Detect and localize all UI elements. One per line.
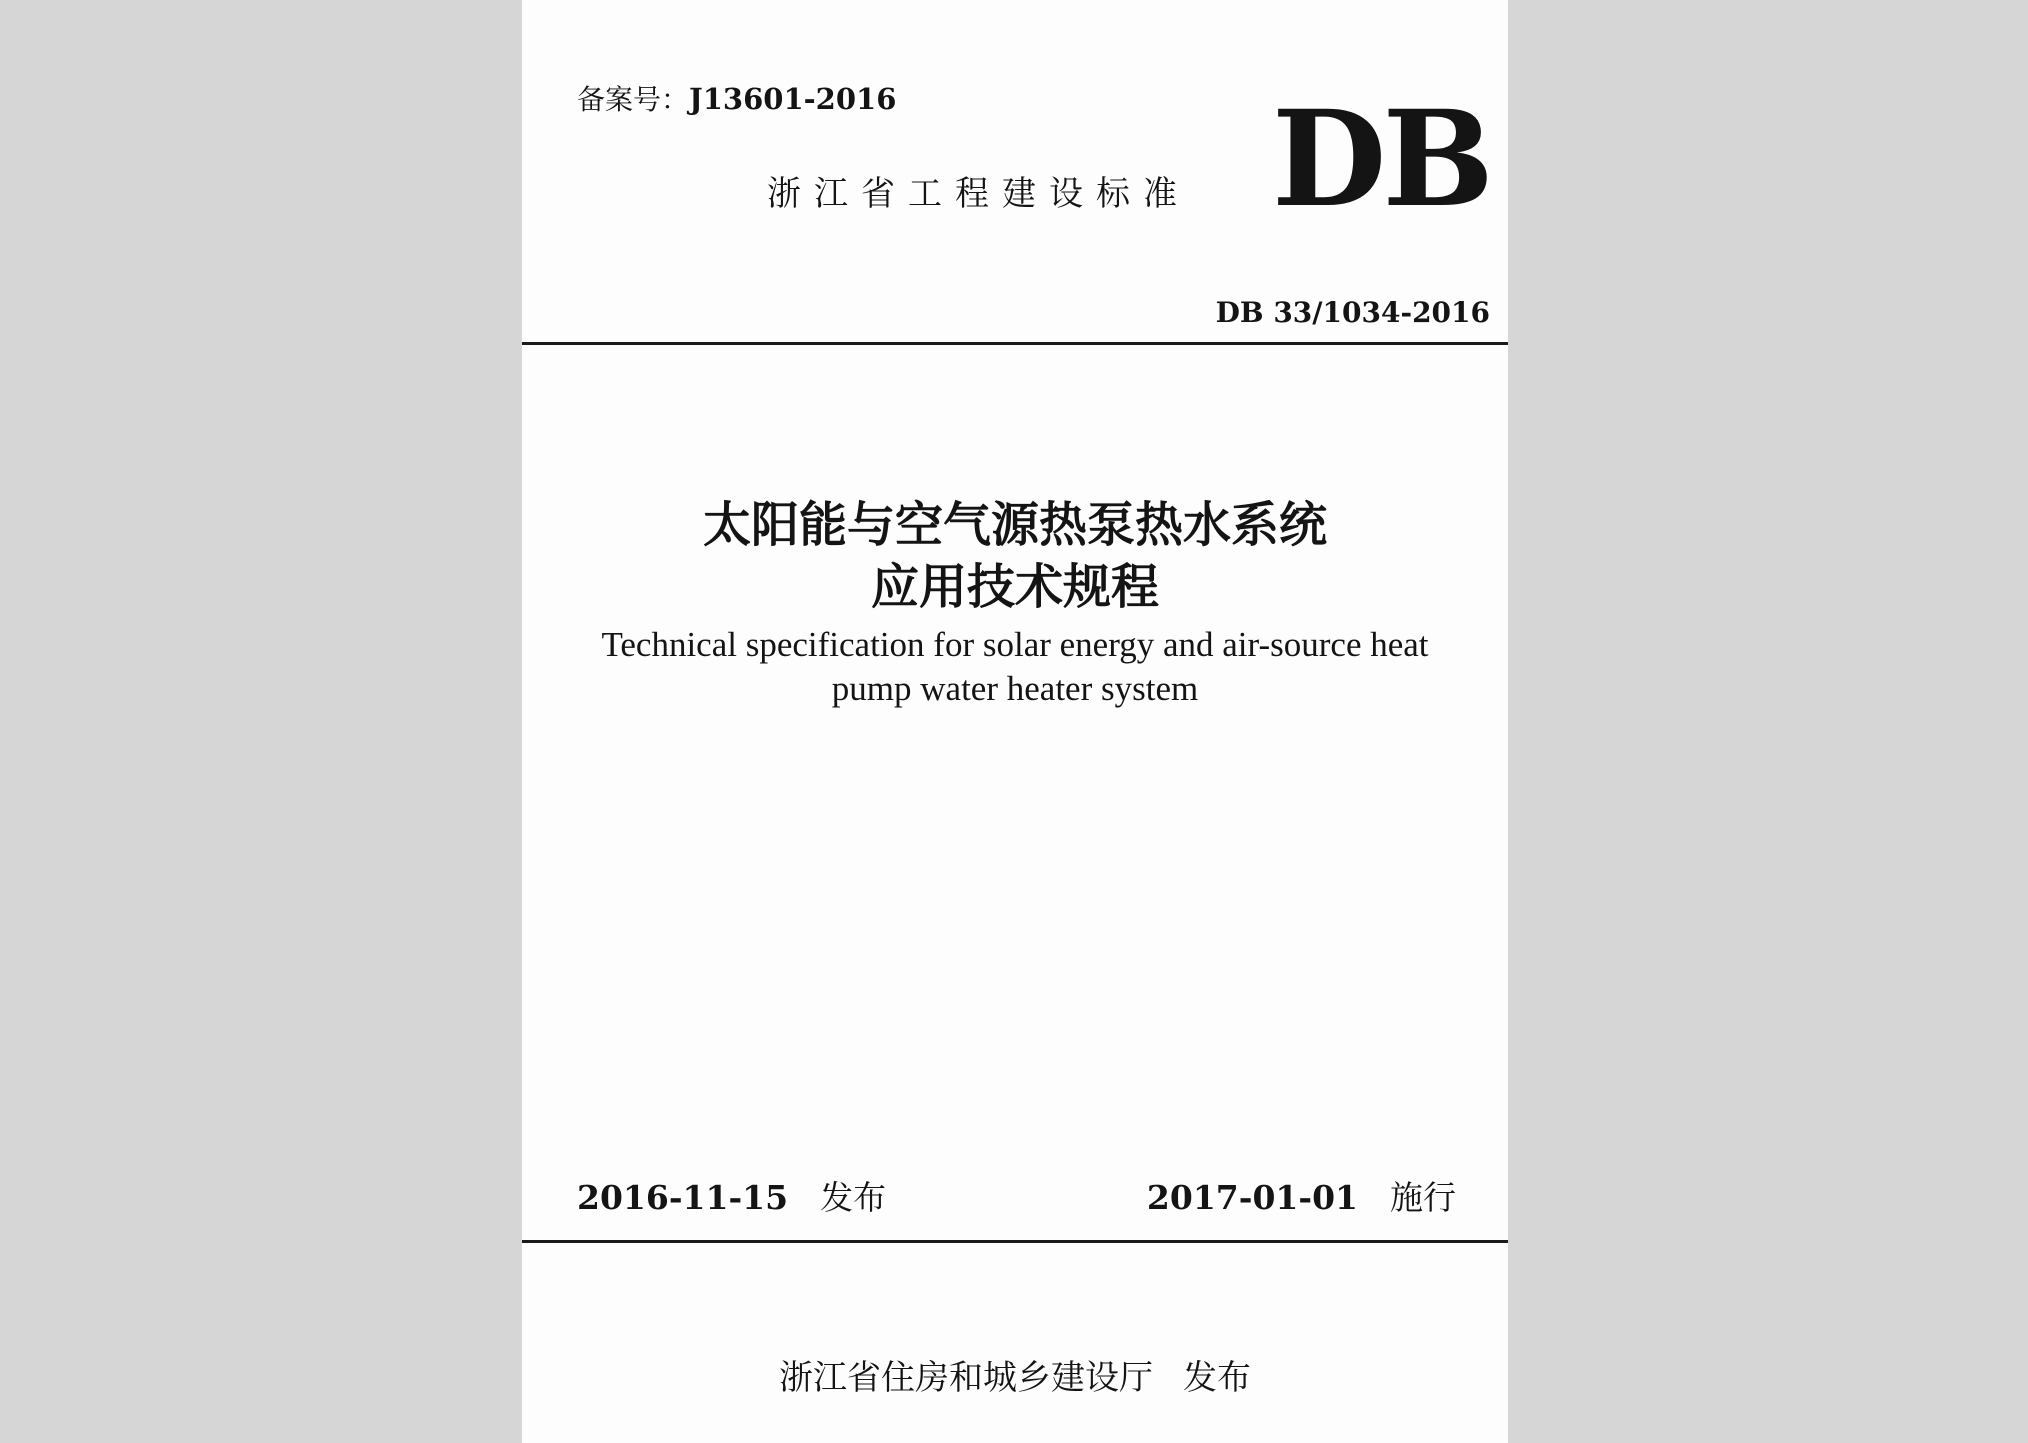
publisher-label: 发布 <box>1183 1358 1251 1398</box>
effective-date: 2017-01-01 <box>1146 1178 1358 1217</box>
title-english-line-1: Technical specification for solar energy and air-source heat <box>601 625 1429 664</box>
publisher-name: 浙江省住房和城乡建设厅 <box>779 1358 1153 1398</box>
title-english <box>522 623 1508 711</box>
effective-label: 施行 <box>1390 1178 1456 1217</box>
title-chinese-line-1: 太阳能与空气源热泵热水系统 <box>702 497 1327 553</box>
document-cover-page <box>522 0 1508 1443</box>
record-number <box>577 78 896 118</box>
bottom-divider <box>522 1240 1508 1243</box>
issue-date: 2016-11-15 <box>577 1178 789 1217</box>
title-chinese-line-2: 应用技术规程 <box>870 559 1159 615</box>
publisher <box>522 1350 1508 1399</box>
top-divider <box>522 342 1508 345</box>
standard-category: 浙江省工程建设标准 <box>767 174 1190 214</box>
effective-date-row <box>1147 1172 1456 1219</box>
title-chinese <box>522 494 1508 618</box>
title-english-line-2: pump water heater system <box>831 669 1199 708</box>
issue-date-row <box>577 1172 886 1219</box>
issue-label: 发布 <box>820 1178 887 1217</box>
record-number-value: J13601-2016 <box>689 82 897 116</box>
record-number-label: 备案号： <box>577 83 690 116</box>
standard-number: DB 33/1034-2016 <box>1215 296 1490 329</box>
db-mark: DB <box>1271 82 1490 237</box>
